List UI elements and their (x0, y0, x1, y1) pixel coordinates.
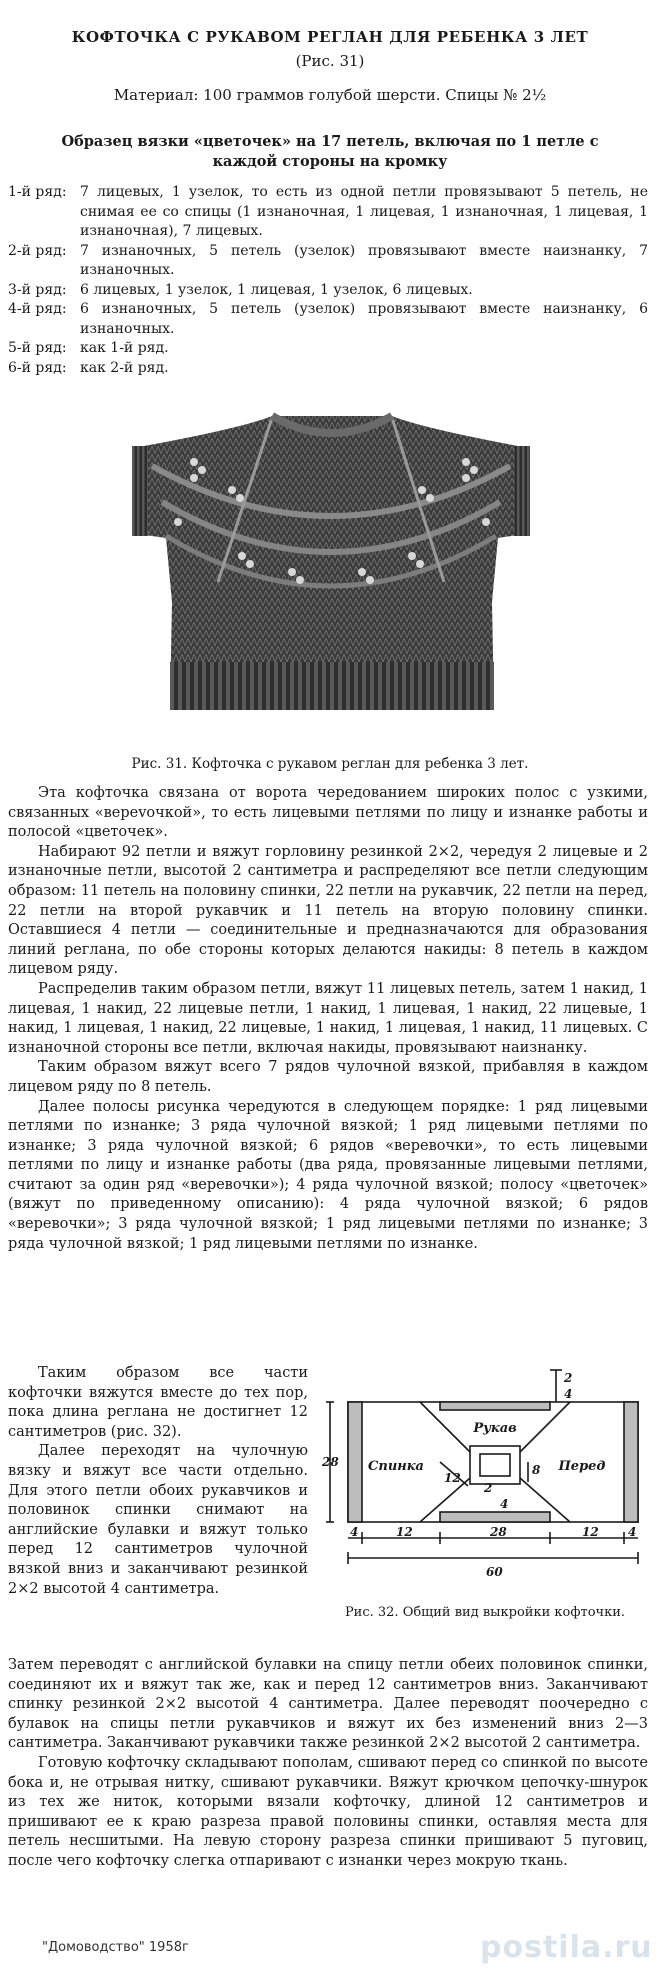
pattern-row (8, 183, 648, 242)
paragraph: Таким образом все части кофточки вяжутся вместе до тех пор, пока длина реглана не достигнет 12 сантиметров (рис. 32). (8, 1365, 308, 1440)
main-text (8, 784, 648, 1254)
row-label: 1-й ряд: (8, 184, 67, 200)
narrow-text (8, 1364, 308, 1599)
paragraph: Эта кофточка связана от ворота чередованием широких полос с узкими, связанных «верevочкой», то есть лицевыми петлями по лицу и изнанке работы и полосой «цветочек». (8, 785, 648, 841)
dim-total-60: 60 (486, 1565, 503, 1579)
dim-bottom-12-left: 12 (396, 1525, 413, 1539)
source-note: "Домоводство" 1958г (42, 1940, 189, 1955)
pattern-diagram (320, 1362, 650, 1600)
dim-bottom-28: 28 (490, 1525, 507, 1539)
dim-top-4: 4 (564, 1387, 573, 1401)
paragraph: Набирают 92 петли и вяжут горловину резинкой 2×2, чередуя 2 лицевые и 2 изнаночные петли, высотой 2 сантиметра и распределяют все петли следующим образом: 11 петель на половину спинки, 22 петли на рукавчик, 22 петли на перед, 22 петли на второй рукавчик и 11 петель на вторую половину спинки. Оставшиеся 4 петли — соединительные и предназначаются для образования линий реглана, по обе стороны которых делаются накиды: 8 петель в каждом лицевом ряду. (8, 843, 648, 978)
dim-top-2: 2 (564, 1371, 573, 1385)
pattern-row (8, 339, 648, 359)
material-line: Материал: 100 граммов голубой шерсти. Спицы № 2½ (113, 86, 547, 104)
label-front: Перед (558, 1459, 606, 1474)
paragraph: Далее полосы рисунка чередуются в следующем порядке: 1 ряд лицевыми петлями по изнанке; 3 ряда чулочной вязкой; 1 ряд лицевыми петлями по изнанке; 3 ряда чулочной вязкой; 6 рядов «веревочки», то есть лицевыми петлями по лицу и изнанке работы (два ряда, провязанные лицевыми петлями, считают за один ряд «веревочки»); 4 ряда чулочной вязкой; полосу «цветочек» (вяжут по приведенному описанию): 4 ряда чулочной вязкой; 6 рядов «веревочки»; 3 ряда чулочной вязкой; 1 ряд лицевыми петлями по изнанке; 3 ряда чулочной вязкой; 1 ряд лицевыми петлями по изнанке. (8, 1098, 648, 1252)
diagram-caption: Рис. 32. Общий вид выкройки кофточки. (344, 1605, 626, 1620)
page-title: КОФТОЧКА С РУКАВОМ РЕГЛАН ДЛЯ РЕБЕНКА 3 ЛЕТ (71, 28, 589, 46)
pattern-row (8, 359, 648, 379)
row-label: 2-й ряд: (8, 242, 67, 259)
row-text: как 2-й ряд. (80, 359, 169, 376)
dim-diag-12: 12 (444, 1471, 461, 1485)
tail-text (8, 1656, 648, 1872)
paragraph: Далее переходят на чулочную вязку и вяжут все части отдельно. Для этого петли обоих рукавчиков и половинок спинки снимают на английские булавки и вяжут только перед 12 сантиметров чулочной вязкой вниз и заканчивают резинкой 2×2 высотой 4 сантиметра. (8, 1443, 308, 1597)
label-sleeve: Рукав (473, 1421, 517, 1436)
dim-bottom-12-right: 12 (582, 1525, 599, 1539)
dim-inner-2: 2 (484, 1481, 493, 1495)
paragraph: Готовую кофточку складывают пополам, сшивают перед со спинкой по высоте бока и, не отрывая нитку, сшивают рукавчики. Вяжут крючком цепочку-шнурок из тех же ниток, которыми вязали кофточку, длиной 12 сантиметров и пришивают ее к краю разреза правой половины спинки, оставляя места для петель несшитыми. На левую сторону разреза спинки пришивают 5 пуговиц, после чего кофточку слегка отпаривают с изнанки через мокрую ткань. (8, 1754, 648, 1869)
pattern-row (8, 242, 648, 281)
paragraph: Таким образом вяжут всего 7 рядов чулочной вязкой, прибавляя в каждом лицевом ряду по 8 петель. (8, 1059, 648, 1095)
dim-right-8: 8 (532, 1463, 541, 1477)
row-label: 6-й ряд: (8, 359, 67, 376)
watermark-logo: postila.ru (480, 1930, 653, 1965)
row-text: 6 лицевых, 1 узелок, 1 лицевая, 1 узелок, 6 лицевых. (80, 281, 473, 298)
label-back: Спинка (368, 1459, 424, 1474)
pattern-row (8, 300, 648, 339)
photo-caption: Рис. 31. Кофточка с рукавом реглан для ребенка 3 лет. (131, 756, 529, 772)
row-label: 5-й ряд: (8, 340, 67, 356)
row-text: 7 изнаночных, 5 петель (узелок) провязывают вместе наизнанку, 7 изнаночных. (80, 242, 648, 278)
pattern-row (8, 281, 648, 301)
row-text: как 1-й ряд. (80, 340, 169, 356)
sweater-photo (122, 406, 540, 750)
pattern-heading: Образец вязки «цветочек» на 17 петель, включая по 1 петле с каждой стороны на кромку (61, 133, 599, 170)
row-label: 3-й ряд: (8, 281, 67, 298)
row-label: 4-й ряд: (8, 301, 67, 317)
pattern-rows (8, 183, 648, 378)
dim-inner-4: 4 (500, 1497, 509, 1511)
dim-bottom-4-right: 4 (628, 1525, 637, 1539)
row-text: 7 лицевых, 1 узелок, то есть из одной петли провязывают 5 петель, не снимая ее со спицы (1 изнаночная, 1 лицевая, 1 изнаночная, 1 лицевая, 1 изнаночная), 7 лицевых. (80, 184, 648, 239)
paragraph: Распределив таким образом петли, вяжут 11 лицевых петель, затем 1 накид, 1 лицевая, 1 накид, 22 лицевые петли, 1 накид, 1 лицевая, 1 накид, 22 лицевые, 1 накид, 1 лицевая, 1 накид, 22 лицевые, 1 накид, 1 лицевая, 1 накид, 11 лицевых. С изнаночной стороны все петли, включая накиды, провязывают наизнанку. (8, 980, 648, 1056)
paragraph: Затем переводят с английской булавки на спицу петли обеих половинок спинки, соединяют их и вяжут так же, как и перед 12 сантиметров вниз. Заканчивают спинку резинкой 2×2 высотой 4 сантиметра. Далее переводят поочередно с булавок на спицы петли рукавчиков и вяжут их без изменений вниз 2—3 сантиметра. Заканчивают рукавчики также резинкой 2×2 высотой 2 сантиметра. (8, 1657, 648, 1752)
dim-height-28: 28 (322, 1455, 339, 1469)
dim-bottom-4-left: 4 (350, 1525, 359, 1539)
figure-reference: (Рис. 31) (295, 52, 365, 70)
row-text: 6 изнаночных, 5 петель (узелок) провязывают вместе наизнанку, 6 изнаночных. (80, 301, 648, 337)
